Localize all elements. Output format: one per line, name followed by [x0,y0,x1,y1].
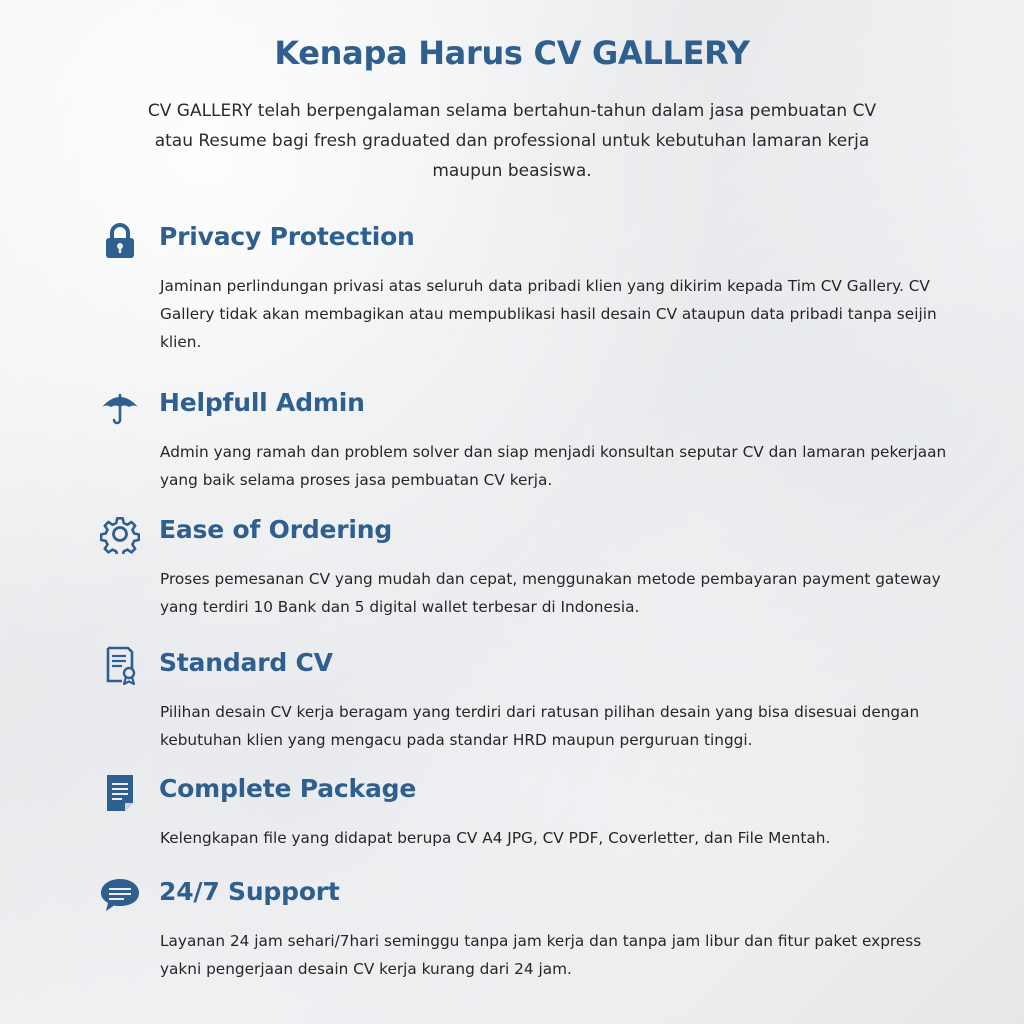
feature-title: Helpfull Admin [159,388,365,417]
umbrella-icon [99,386,141,428]
feature-description: Pilihan desain CV kerja beragam yang terdiri dari ratusan pilihan desain yang bisa disesuai dengan kebutuhan klien yang mengacu pada standar HRD maupun perguruan tinggi. [160,703,920,749]
page-title: Kenapa Harus CV GALLERY [274,34,750,72]
feature-description: Admin yang ramah dan problem solver dan siap menjadi konsultan seputar CV dan lamaran pekerjaan yang baik selama proses jasa pembuatan CV kerja. [160,443,947,489]
feature-description: Proses pemesanan CV yang mudah dan cepat, menggunakan metode pembayaran payment gateway yang terdiri 10 Bank dan 5 digital wallet terbesar di Indonesia. [160,570,941,616]
feature-title: Privacy Protection [159,222,415,251]
feature-title: Complete Package [159,774,417,803]
feature-description: Kelengkapan file yang didapat berupa CV A4 JPG, CV PDF, Coverletter, dan File Mentah. [160,829,831,847]
gear-icon [99,513,141,555]
chat-bubble-icon [99,873,141,915]
feature-description: Layanan 24 jam sehari/7hari seminggu tanpa jam kerja dan tanpa jam libur dan fitur paket express yakni pengerjaan desain CV kerja kurang dari 24 jam. [160,932,922,978]
document-icon [99,772,141,814]
certificate-icon [99,644,141,686]
feature-title: Ease of Ordering [159,515,393,544]
feature-title: Standard CV [159,648,333,677]
feature-description: Jaminan perlindungan privasi atas seluruh data pribadi klien yang dikirim kepada Tim CV Gallery. CV Gallery tidak akan membagikan atau mempublikasi hasil desain CV ataupun data pribadi tanpa seijin klien. [160,277,937,351]
feature-title: 24/7 Support [159,877,340,906]
intro-text: CV GALLERY telah berpengalaman selama bertahun-tahun dalam jasa pembuatan CV atau Resume bagi fresh graduated dan professional untuk kebutuhan lamaran kerja maupun beasiswa. [147,101,877,181]
lock-icon [99,220,141,262]
